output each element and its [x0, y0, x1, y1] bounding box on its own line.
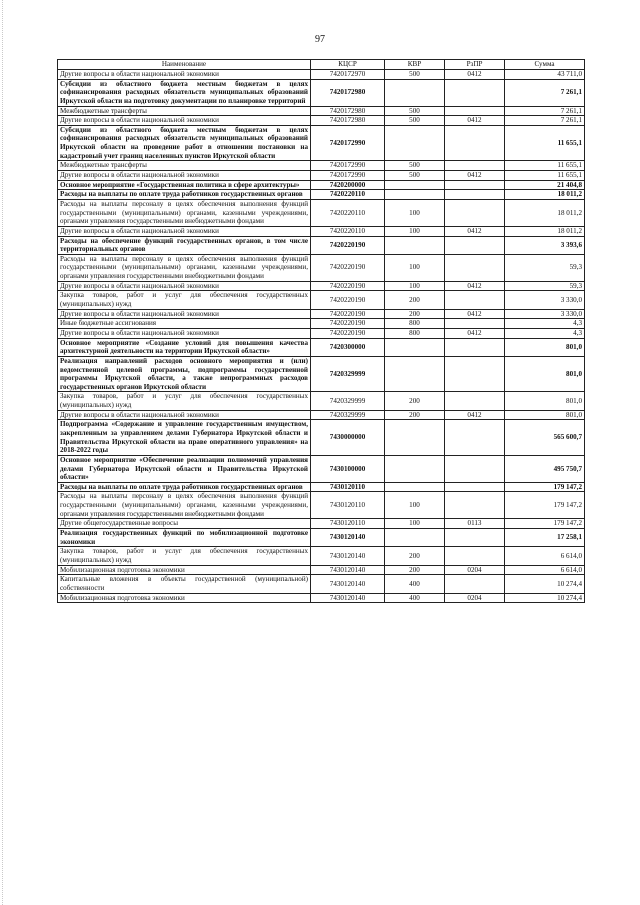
scan-margin-line — [2, 0, 5, 905]
table-row — [58, 309, 585, 319]
row-kvr-cell: 200 — [385, 410, 445, 420]
row-sum-cell: 4,3 — [505, 319, 585, 329]
row-name-cell: Межбюджетные трансферты — [58, 106, 311, 116]
row-sum-cell: 11 655,1 — [505, 161, 585, 171]
row-code-cell: 7420200000 — [311, 180, 385, 190]
row-name-cell: Другие вопросы в области национальной экономики — [58, 171, 311, 181]
row-rzpr-cell — [445, 356, 505, 392]
row-kvr-cell: 400 — [385, 593, 445, 603]
row-rzpr-cell — [445, 180, 505, 190]
row-code-cell: 7420329999 — [311, 410, 385, 420]
row-sum-cell: 18 011,2 — [505, 190, 585, 200]
row-sum-cell: 801,0 — [505, 356, 585, 392]
row-kvr-cell — [385, 356, 445, 392]
row-rzpr-cell — [445, 161, 505, 171]
row-sum-cell: 59,3 — [505, 281, 585, 291]
row-kvr-cell — [385, 79, 445, 106]
row-code-cell: 7420172980 — [311, 116, 385, 126]
row-code-cell: 7420220190 — [311, 328, 385, 338]
row-name-cell: Субсидии из областного бюджета местным бюджетам в целях софинансирования расходных обязательств муниципальных образований Иркутской области на проведение работ в отношении постановки на кадастровый учет границ населенных пунктов Иркутской области — [58, 125, 311, 161]
row-code-cell: 7430120110 — [311, 519, 385, 529]
table-row — [58, 226, 585, 236]
row-code-cell: 7420172990 — [311, 171, 385, 181]
row-sum-cell: 59,3 — [505, 254, 585, 281]
table-row — [58, 199, 585, 226]
row-rzpr-cell: 0412 — [445, 70, 505, 80]
row-kvr-cell: 500 — [385, 171, 445, 181]
row-name-cell: Расходы на выплаты персоналу в целях обеспечения выполнения функций государственными (муниципальными) органами, казенными учреждениями, органами управления государственными внебюджетными фондами — [58, 199, 311, 226]
row-rzpr-cell — [445, 492, 505, 519]
row-rzpr-cell: 0412 — [445, 171, 505, 181]
row-kvr-cell: 400 — [385, 575, 445, 593]
row-rzpr-cell — [445, 392, 505, 410]
row-sum-cell: 7 261,1 — [505, 116, 585, 126]
row-rzpr-cell — [445, 199, 505, 226]
row-sum-cell: 801,0 — [505, 338, 585, 356]
row-rzpr-cell — [445, 236, 505, 254]
row-kvr-cell: 100 — [385, 226, 445, 236]
row-code-cell: 7430120110 — [311, 492, 385, 519]
table-row — [58, 392, 585, 410]
row-name-cell: Расходы на выплаты по оплате труда работников государственных органов — [58, 482, 311, 492]
row-sum-cell: 10 274,4 — [505, 593, 585, 603]
row-sum-cell: 6 614,0 — [505, 547, 585, 565]
column-header-sum: Сумма — [505, 60, 585, 70]
row-kvr-cell — [385, 180, 445, 190]
row-sum-cell: 801,0 — [505, 410, 585, 420]
row-code-cell: 7430000000 — [311, 420, 385, 456]
row-rzpr-cell: 0412 — [445, 410, 505, 420]
row-rzpr-cell — [445, 106, 505, 116]
row-name-cell: Расходы на выплаты по оплате труда работников государственных органов — [58, 190, 311, 200]
row-code-cell: 7420172990 — [311, 161, 385, 171]
row-name-cell: Расходы на выплаты персоналу в целях обеспечения выполнения функций государственными (муниципальными) органами, казенными учреждениями, органами управления государственными внебюджетными фондами — [58, 254, 311, 281]
row-rzpr-cell — [445, 125, 505, 161]
row-kvr-cell — [385, 455, 445, 482]
table-body — [58, 70, 585, 603]
row-sum-cell: 6 614,0 — [505, 565, 585, 575]
table-row — [58, 161, 585, 171]
row-sum-cell: 495 750,7 — [505, 455, 585, 482]
row-kvr-cell: 800 — [385, 319, 445, 329]
row-sum-cell: 7 261,1 — [505, 106, 585, 116]
table-row — [58, 180, 585, 190]
table-row — [58, 125, 585, 161]
row-name-cell: Другие вопросы в области национальной экономики — [58, 410, 311, 420]
row-code-cell: 7420220190 — [311, 236, 385, 254]
row-rzpr-cell: 0412 — [445, 226, 505, 236]
row-rzpr-cell: 0204 — [445, 565, 505, 575]
table-row — [58, 410, 585, 420]
table-row — [58, 482, 585, 492]
row-rzpr-cell — [445, 190, 505, 200]
row-code-cell: 7420172980 — [311, 79, 385, 106]
row-name-cell: Подпрограмма «Содержание и управление государственным имуществом, закрепленным за управлением делами Губернатора Иркутской области и Правительства Иркутской области на праве оперативного управления» на 2018-2022 годы — [58, 420, 311, 456]
row-code-cell: 7420300000 — [311, 338, 385, 356]
row-code-cell: 7420329999 — [311, 356, 385, 392]
row-name-cell: Другие вопросы в области национальной экономики — [58, 328, 311, 338]
table-row — [58, 281, 585, 291]
table-row — [58, 319, 585, 329]
column-header-rzpr: РзПР — [445, 60, 505, 70]
row-kvr-cell: 100 — [385, 492, 445, 519]
table-row — [58, 519, 585, 529]
table-row — [58, 529, 585, 547]
row-name-cell: Другие общегосударственные вопросы — [58, 519, 311, 529]
row-code-cell: 7420220110 — [311, 190, 385, 200]
row-kvr-cell: 500 — [385, 116, 445, 126]
row-code-cell: 7420220190 — [311, 309, 385, 319]
row-sum-cell: 565 600,7 — [505, 420, 585, 456]
row-sum-cell: 10 274,4 — [505, 575, 585, 593]
row-kvr-cell: 200 — [385, 547, 445, 565]
row-kvr-cell: 500 — [385, 106, 445, 116]
row-rzpr-cell: 0113 — [445, 519, 505, 529]
row-rzpr-cell — [445, 291, 505, 309]
row-kvr-cell: 100 — [385, 199, 445, 226]
row-sum-cell: 18 011,2 — [505, 199, 585, 226]
row-sum-cell: 11 655,1 — [505, 125, 585, 161]
row-name-cell: Мобилизационная подготовка экономики — [58, 593, 311, 603]
row-rzpr-cell — [445, 547, 505, 565]
row-rzpr-cell: 0412 — [445, 328, 505, 338]
row-code-cell: 7420172980 — [311, 106, 385, 116]
row-kvr-cell: 800 — [385, 328, 445, 338]
row-name-cell: Капитальные вложения в объекты государственной (муниципальной) собственности — [58, 575, 311, 593]
row-name-cell: Закупка товаров, работ и услуг для обеспечения государственных (муниципальных) нужд — [58, 392, 311, 410]
row-kvr-cell: 200 — [385, 392, 445, 410]
budget-table — [57, 59, 585, 603]
row-kvr-cell: 200 — [385, 309, 445, 319]
row-sum-cell: 801,0 — [505, 392, 585, 410]
row-kvr-cell — [385, 420, 445, 456]
table-row — [58, 291, 585, 309]
row-rzpr-cell — [445, 455, 505, 482]
row-code-cell: 7430100000 — [311, 455, 385, 482]
row-name-cell: Иные бюджетные ассигнования — [58, 319, 311, 329]
row-rzpr-cell — [445, 338, 505, 356]
row-kvr-cell: 100 — [385, 519, 445, 529]
row-code-cell: 7420329999 — [311, 392, 385, 410]
table-row — [58, 565, 585, 575]
page-number: 97 — [315, 34, 325, 45]
row-kvr-cell — [385, 190, 445, 200]
row-sum-cell: 179 147,2 — [505, 482, 585, 492]
table-row — [58, 171, 585, 181]
row-code-cell: 7430120140 — [311, 575, 385, 593]
table-row — [58, 116, 585, 126]
row-rzpr-cell: 0412 — [445, 309, 505, 319]
row-name-cell: Субсидии из областного бюджета местным бюджетам в целях софинансирования расходных обязательств муниципальных образований Иркутской области на подготовку документации по планировке территорий — [58, 79, 311, 106]
row-code-cell: 7430120140 — [311, 547, 385, 565]
table-row — [58, 547, 585, 565]
row-code-cell: 7420220110 — [311, 226, 385, 236]
row-sum-cell: 179 147,2 — [505, 519, 585, 529]
row-sum-cell: 3 330,0 — [505, 309, 585, 319]
row-name-cell: Другие вопросы в области национальной экономики — [58, 281, 311, 291]
row-rzpr-cell — [445, 575, 505, 593]
table-row — [58, 593, 585, 603]
row-kvr-cell: 500 — [385, 161, 445, 171]
row-name-cell: Основное мероприятие «Обеспечение реализации полномочий управления делами Губернатора Иркутской области и Правительства Иркутской области» — [58, 455, 311, 482]
row-rzpr-cell: 0204 — [445, 593, 505, 603]
row-code-cell: 7430120140 — [311, 529, 385, 547]
row-code-cell: 7430120140 — [311, 565, 385, 575]
row-kvr-cell — [385, 125, 445, 161]
row-rzpr-cell: 0412 — [445, 116, 505, 126]
row-rzpr-cell — [445, 420, 505, 456]
row-code-cell: 7430120140 — [311, 593, 385, 603]
row-kvr-cell — [385, 529, 445, 547]
row-name-cell: Расходы на обеспечение функций государственных органов, в том числе территориальных органов — [58, 236, 311, 254]
row-name-cell: Межбюджетные трансферты — [58, 161, 311, 171]
table-row — [58, 190, 585, 200]
row-name-cell: Основное мероприятие «Создание условий для повышения качества архитектурной деятельности на территории Иркутской области» — [58, 338, 311, 356]
row-code-cell: 7420220190 — [311, 254, 385, 281]
table-row — [58, 70, 585, 80]
row-name-cell: Реализация направлений расходов основного мероприятия и (или) ведомственной целевой программы, подпрограммы государственной программы Иркутской области, а также непрограммных расходов государственных органов Иркутской области — [58, 356, 311, 392]
table-row — [58, 254, 585, 281]
table-row — [58, 79, 585, 106]
row-code-cell: 7420220190 — [311, 319, 385, 329]
row-rzpr-cell: 0412 — [445, 281, 505, 291]
row-kvr-cell: 100 — [385, 254, 445, 281]
row-kvr-cell: 200 — [385, 565, 445, 575]
row-name-cell: Закупка товаров, работ и услуг для обеспечения государственных (муниципальных) нужд — [58, 291, 311, 309]
row-sum-cell: 7 261,1 — [505, 79, 585, 106]
row-rzpr-cell — [445, 529, 505, 547]
row-kvr-cell — [385, 236, 445, 254]
row-code-cell: 7420220110 — [311, 199, 385, 226]
row-rzpr-cell — [445, 254, 505, 281]
table-row — [58, 420, 585, 456]
row-code-cell: 7420220190 — [311, 291, 385, 309]
row-name-cell: Реализация государственных функций по мобилизационной подготовке экономики — [58, 529, 311, 547]
row-code-cell: 7430120110 — [311, 482, 385, 492]
row-sum-cell: 3 393,6 — [505, 236, 585, 254]
row-name-cell: Расходы на выплаты персоналу в целях обеспечения выполнения функций государственными (муниципальными) органами, казенными учреждениями, органами управления государственными внебюджетными фондами — [58, 492, 311, 519]
row-name-cell: Закупка товаров, работ и услуг для обеспечения государственных (муниципальных) нужд — [58, 547, 311, 565]
table-row — [58, 338, 585, 356]
row-code-cell: 7420172970 — [311, 70, 385, 80]
row-code-cell: 7420172990 — [311, 125, 385, 161]
table-row — [58, 455, 585, 482]
row-sum-cell: 3 330,0 — [505, 291, 585, 309]
row-kvr-cell: 200 — [385, 291, 445, 309]
row-kvr-cell — [385, 482, 445, 492]
row-sum-cell: 21 404,8 — [505, 180, 585, 190]
table-row — [58, 492, 585, 519]
row-sum-cell: 179 147,2 — [505, 492, 585, 519]
table-row — [58, 106, 585, 116]
column-header-code: КЦСР — [311, 60, 385, 70]
row-name-cell: Основное мероприятие «Государственная политика в сфере архитектуры» — [58, 180, 311, 190]
row-sum-cell: 4,3 — [505, 328, 585, 338]
row-name-cell: Другие вопросы в области национальной экономики — [58, 116, 311, 126]
row-kvr-cell: 100 — [385, 281, 445, 291]
row-sum-cell: 18 011,2 — [505, 226, 585, 236]
row-rzpr-cell — [445, 79, 505, 106]
column-header-kvr: КВР — [385, 60, 445, 70]
row-name-cell: Другие вопросы в области национальной экономики — [58, 70, 311, 80]
table-row — [58, 356, 585, 392]
row-kvr-cell: 500 — [385, 70, 445, 80]
table-header-row — [58, 60, 585, 70]
table-row — [58, 236, 585, 254]
row-rzpr-cell — [445, 482, 505, 492]
row-name-cell: Другие вопросы в области национальной экономики — [58, 309, 311, 319]
table-row — [58, 328, 585, 338]
row-name-cell: Мобилизационная подготовка экономики — [58, 565, 311, 575]
row-sum-cell: 11 655,1 — [505, 171, 585, 181]
column-header-name: Наименование — [58, 60, 311, 70]
row-sum-cell: 17 258,1 — [505, 529, 585, 547]
row-name-cell: Другие вопросы в области национальной экономики — [58, 226, 311, 236]
row-code-cell: 7420220190 — [311, 281, 385, 291]
row-kvr-cell — [385, 338, 445, 356]
row-rzpr-cell — [445, 319, 505, 329]
row-sum-cell: 43 711,0 — [505, 70, 585, 80]
table-row — [58, 575, 585, 593]
